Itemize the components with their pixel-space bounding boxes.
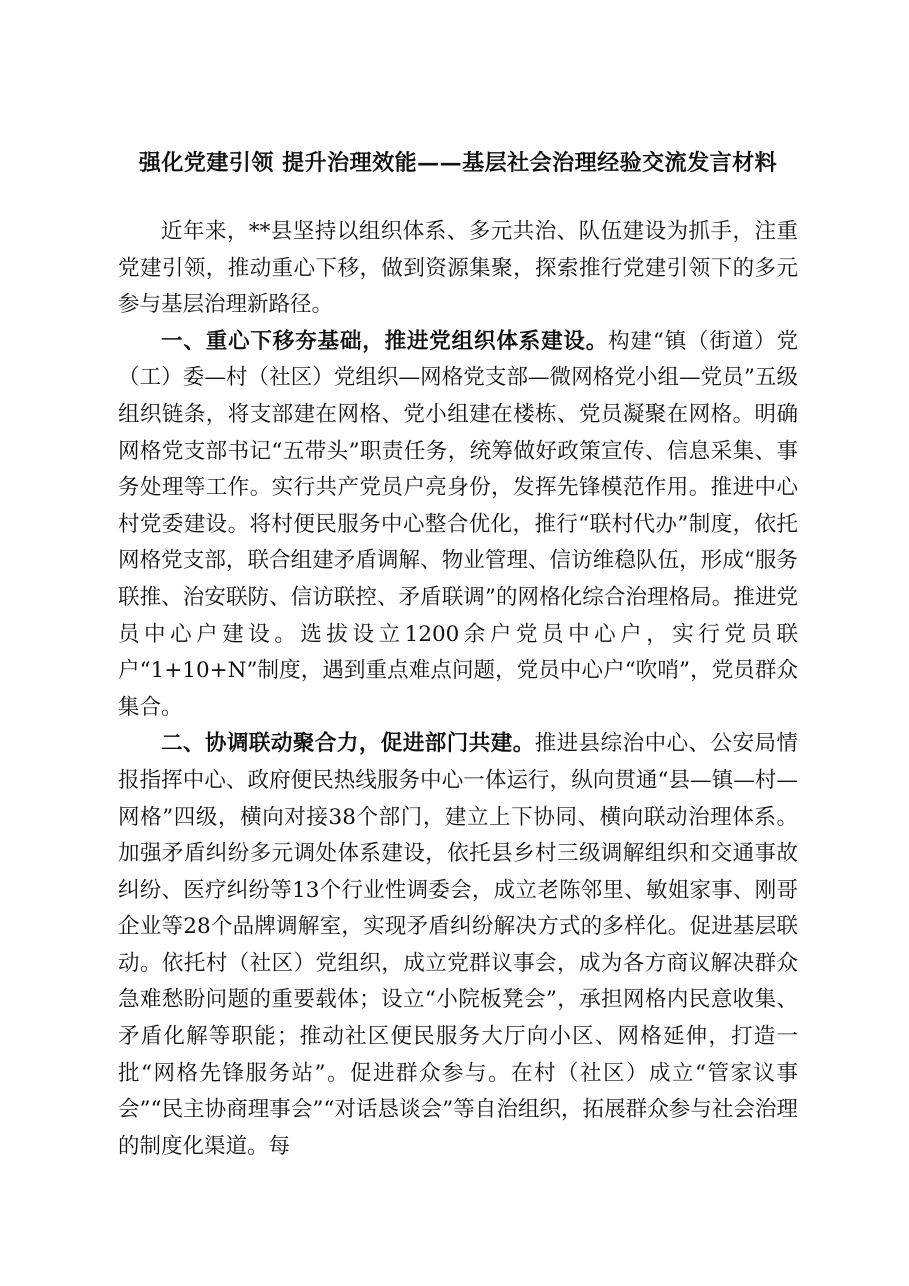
- document-title: 强化党建引领 提升治理效能——基层社会治理经验交流发言材料: [138, 150, 778, 176]
- document-body: [118, 214, 798, 1165]
- section-2-body: 推进县综治中心、公安局情报指挥中心、政府便民热线服务中心一体运行，纵向贯通“县—镇—村—网格”四级，横向对接38个部门，建立上下协同、横向联动治理体系。加强矛盾纠纷多元调处体系建设，依托县乡村三级调解组织和交通事故纠纷、医疗纠纷等13个行业性调委会，成立老陈邻里、敏姐家事、刚哥企业等28个品牌调解室，实现矛盾纠纷解决方式的多样化。促进基层联动。依托村（社区）党组织，成立党群议事会，成为各方商议解决群众急难愁盼问题的重要载体；设立“小院板凳会”，承担网格内民意收集、矛盾化解等职能；推动社区便民服务大厅向小区、网格延伸，打造一批“网格先锋服务站”。促进群众参与。在村（社区）成立“管家议事会”“民主协商理事会”“对话恳谈会”等自治组织，拓展群众参与社会治理的制度化渠道。每: [118, 731, 798, 1159]
- section-2-paragraph: [118, 726, 798, 1165]
- section-2-heading: 二、协调联动聚合力，促进部门共建。: [161, 731, 535, 757]
- intro-paragraph: 近年来，**县坚持以组织体系、多元共治、队伍建设为抓手，注重党建引领，推动重心下移，做到资源集聚，探索推行党建引领下的多元参与基层治理新路径。: [118, 219, 798, 318]
- section-1-body: 构建“镇（街道）党（工）委—村（社区）党组织—网格党支部—微网格党小组—党员”五级组织链条，将支部建在网格、党小组建在楼栋、党员凝聚在网格。明确网格党支部书记“五带头”职责任务，统筹做好政策宣传、信息采集、事务处理等工作。实行共产党员户亮身份，发挥先锋模范作用。推进中心村党委建设。将村便民服务中心整合优化，推行“联村代办”制度，依托网格党支部，联合组建矛盾调解、物业管理、信访维稳队伍，形成“服务联推、治安联防、信访联控、矛盾联调”的网格化综合治理格局。推进党员中心户建设。选拔设立1200余户党员中心户，实行党员联户“1+10+N”制度，遇到重点难点问题，党员中心户“吹哨”，党员群众集合。: [118, 328, 798, 720]
- section-1-paragraph: [118, 324, 798, 727]
- section-1-heading: 一、重心下移夯基础，推进党组织体系建设。: [161, 328, 609, 354]
